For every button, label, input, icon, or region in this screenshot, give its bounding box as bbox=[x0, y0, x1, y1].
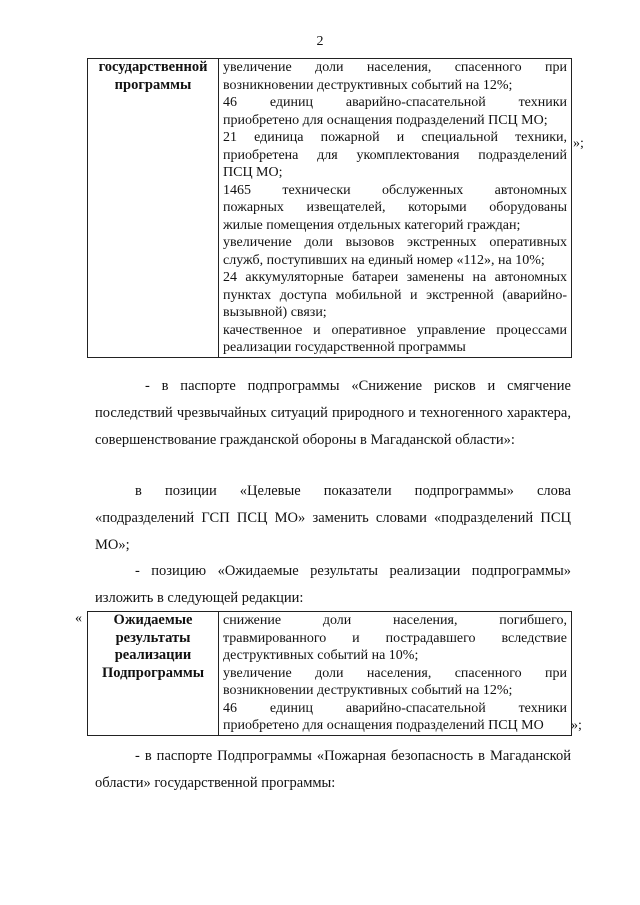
table2-opening-quote: « bbox=[75, 611, 82, 626]
table1-line: 1465 технически обслуженных автономных bbox=[223, 182, 567, 198]
table2-header: Ожидаемые результаты реализации Подпрограммы bbox=[88, 612, 219, 736]
table2-line: снижение доли населения, погибшего, bbox=[223, 613, 567, 628]
table2-line: приобретено для оснащения подразделений ПСЦ МО bbox=[223, 718, 544, 733]
table1-header: государственной программы bbox=[88, 59, 219, 358]
table1-line: 24 аккумуляторные батареи заменены на автономных bbox=[223, 270, 567, 285]
page-number: 2 bbox=[316, 34, 324, 49]
table-expected-results bbox=[87, 611, 572, 736]
table1-line: реализации государственной программы bbox=[223, 340, 466, 355]
table1-line: приобретена для укомплектования подразделений bbox=[223, 147, 567, 163]
table1-body bbox=[219, 59, 572, 358]
table1-line: приобретено для оснащения подразделений ПСЦ МО; bbox=[223, 112, 548, 128]
paragraph-expected-results: - позицию «Ожидаемые результаты реализации подпрограммы» изложить в следующей редакции: bbox=[95, 563, 571, 606]
table-goals-continuation bbox=[87, 58, 572, 358]
table2-closing-quote: »; bbox=[571, 718, 582, 733]
table1-line: пунктах доступа мобильной и экстренной (аварийно- bbox=[223, 287, 567, 303]
table2-body bbox=[219, 612, 572, 736]
table2-line: деструктивных событий на 10%; bbox=[223, 648, 419, 663]
paragraph-target-indicators: в позиции «Целевые показатели подпрограммы» слова «подразделений ГСП ПСЦ МО» заменить словами «подразделений ПСЦ МО»; bbox=[95, 483, 571, 553]
table1-closing-quote: »; bbox=[573, 136, 584, 151]
table1-line: служб, поступивших на единый номер «112», на 10%; bbox=[223, 252, 545, 268]
table1-line: жилые помещения отдельных категорий граждан; bbox=[223, 217, 521, 233]
table1-line: увеличение доли вызовов экстренных оперативных bbox=[223, 235, 567, 250]
paragraph-subprogram-risks: - в паспорте подпрограммы «Снижение рисков и смягчение последствий чрезвычайных ситуаций природного и техногенного характера, совершенствование гражданской обороны в Магаданской области»: bbox=[95, 378, 571, 448]
table2-line: увеличение доли населения, спасенного при bbox=[223, 665, 567, 681]
table2-line: 46 единиц аварийно-спасательной техники bbox=[223, 700, 567, 716]
table1-line: качественное и оперативное управление процессами bbox=[223, 322, 567, 338]
table1-line: возникновении деструктивных событий на 12%; bbox=[223, 77, 513, 93]
table1-line: вызывной) связи; bbox=[223, 305, 327, 320]
table1-line: 21 единица пожарной и специальной техники, bbox=[223, 130, 567, 145]
table1-line: ПСЦ МО; bbox=[223, 165, 283, 180]
table1-line: пожарных извещателей, которыми оборудованы bbox=[223, 200, 567, 215]
table1-line: увеличение доли населения, спасенного при bbox=[223, 60, 567, 75]
table1-line: 46 единиц аварийно-спасательной техники bbox=[223, 95, 567, 110]
paragraph-fire-safety: - в паспорте Подпрограммы «Пожарная безопасность в Магаданской области» государственной программы: bbox=[95, 748, 571, 791]
table2-line: возникновении деструктивных событий на 12%; bbox=[223, 683, 513, 698]
table2-line: травмированного и пострадавшего вследствие bbox=[223, 630, 567, 646]
